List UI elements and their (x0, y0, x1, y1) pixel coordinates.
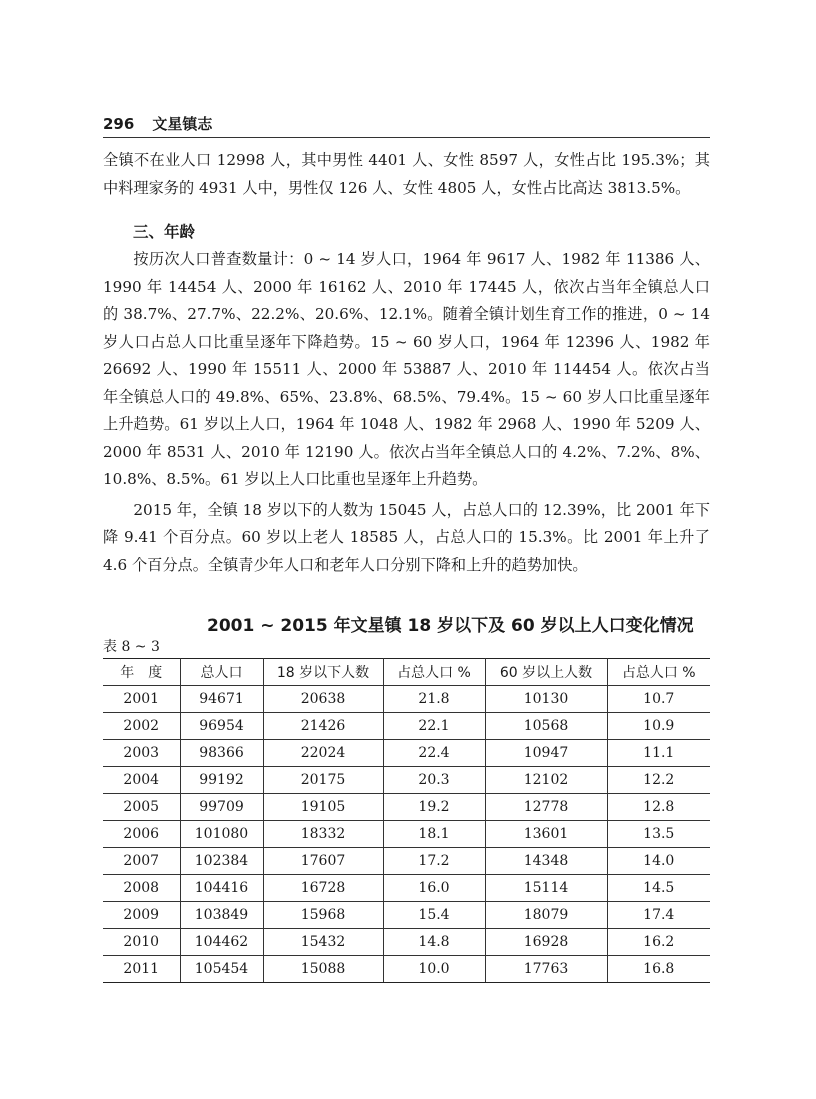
total-cell: 96954 (180, 713, 263, 740)
running-header (103, 113, 710, 138)
under18-pct-cell: 15.4 (383, 902, 485, 929)
year-cell: 2004 (103, 767, 180, 794)
col-header-over60: 60 岁以上人数 (485, 659, 607, 686)
under18-cell: 18332 (263, 821, 383, 848)
year-cell: 2002 (103, 713, 180, 740)
table-row (103, 929, 710, 956)
under18-cell: 15432 (263, 929, 383, 956)
book-title: 文星镇志 (152, 115, 213, 133)
table-row (103, 767, 710, 794)
total-cell: 102384 (180, 848, 263, 875)
total-cell: 99192 (180, 767, 263, 794)
under18-pct-cell: 16.0 (383, 875, 485, 902)
under18-cell: 19105 (263, 794, 383, 821)
page-number: 296 (103, 115, 135, 133)
under18-cell: 17607 (263, 848, 383, 875)
over60-cell: 10947 (485, 740, 607, 767)
total-cell: 103849 (180, 902, 263, 929)
over60-pct-cell: 17.4 (607, 902, 710, 929)
over60-pct-cell: 16.8 (607, 956, 710, 983)
under18-pct-cell: 18.1 (383, 821, 485, 848)
col-header-under18: 18 岁以下人数 (263, 659, 383, 686)
year-cell: 2009 (103, 902, 180, 929)
population-table (103, 658, 710, 983)
over60-cell: 10130 (485, 686, 607, 713)
under18-cell: 21426 (263, 713, 383, 740)
under18-cell: 15088 (263, 956, 383, 983)
total-cell: 101080 (180, 821, 263, 848)
paragraph-unemployed: 全镇不在业人口 12998 人，其中男性 4401 人、女性 8597 人，女性占比 195.3%；其中料理家务的 4931 人中，男性仅 126 人、女性 4805 人，女性占比高达 3813.5%。 (103, 151, 710, 197)
total-cell: 105454 (180, 956, 263, 983)
table-row (103, 875, 710, 902)
col-header-over60-pct: 占总人口 % (607, 659, 710, 686)
paragraph-2015-age: 2015 年，全镇 18 岁以下的人数为 15045 人，占总人口的 12.39%，比 2001 年下降 9.41 个百分点。60 岁以上老人 18585 人，占总人口的 15.3%。比 2001 年上升了 4.6 个百分点。全镇青少年人口和老年人口分别下降和上升的趋势加快。 (103, 500, 710, 574)
total-cell: 104416 (180, 875, 263, 902)
over60-cell: 18079 (485, 902, 607, 929)
under18-cell: 22024 (263, 740, 383, 767)
over60-pct-cell: 12.8 (607, 794, 710, 821)
over60-cell: 10568 (485, 713, 607, 740)
year-cell: 2003 (103, 740, 180, 767)
over60-cell: 13601 (485, 821, 607, 848)
table-row (103, 794, 710, 821)
over60-pct-cell: 10.7 (607, 686, 710, 713)
over60-pct-cell: 14.0 (607, 848, 710, 875)
under18-pct-cell: 22.4 (383, 740, 485, 767)
over60-cell: 16928 (485, 929, 607, 956)
under18-pct-cell: 14.8 (383, 929, 485, 956)
over60-pct-cell: 13.5 (607, 821, 710, 848)
under18-cell: 20175 (263, 767, 383, 794)
table-row (103, 713, 710, 740)
col-header-year: 年 度 (103, 659, 180, 686)
under18-cell: 16728 (263, 875, 383, 902)
table-row (103, 740, 710, 767)
over60-cell: 14348 (485, 848, 607, 875)
under18-pct-cell: 19.2 (383, 794, 485, 821)
total-cell: 104462 (180, 929, 263, 956)
over60-pct-cell: 10.9 (607, 713, 710, 740)
under18-cell: 15968 (263, 902, 383, 929)
body-text (103, 147, 710, 579)
over60-cell: 12102 (485, 767, 607, 794)
table-number: 表 8 ~ 3 (103, 639, 160, 655)
year-cell: 2005 (103, 794, 180, 821)
under18-cell: 20638 (263, 686, 383, 713)
over60-pct-cell: 12.2 (607, 767, 710, 794)
total-cell: 98366 (180, 740, 263, 767)
table-row (103, 686, 710, 713)
year-cell: 2006 (103, 821, 180, 848)
table-row (103, 821, 710, 848)
year-cell: 2011 (103, 956, 180, 983)
under18-pct-cell: 22.1 (383, 713, 485, 740)
table-header-row (103, 659, 710, 686)
over60-cell: 17763 (485, 956, 607, 983)
col-header-under18-pct: 占总人口 % (383, 659, 485, 686)
under18-pct-cell: 17.2 (383, 848, 485, 875)
year-cell: 2010 (103, 929, 180, 956)
over60-pct-cell: 11.1 (607, 740, 710, 767)
under18-pct-cell: 21.8 (383, 686, 485, 713)
year-cell: 2007 (103, 848, 180, 875)
under18-pct-cell: 10.0 (383, 956, 485, 983)
total-cell: 94671 (180, 686, 263, 713)
table-row (103, 902, 710, 929)
table-row (103, 848, 710, 875)
over60-pct-cell: 14.5 (607, 875, 710, 902)
year-cell: 2001 (103, 686, 180, 713)
table-title: 2001 ~ 2015 年文星镇 18 岁以下及 60 岁以上人口变化情况 (207, 616, 694, 636)
table-row (103, 956, 710, 983)
year-cell: 2008 (103, 875, 180, 902)
over60-pct-cell: 16.2 (607, 929, 710, 956)
over60-cell: 15114 (485, 875, 607, 902)
section-title-age: 三、年龄 (133, 223, 196, 241)
paragraph-census-age: 按历次人口普查数量计：0 ~ 14 岁人口，1964 年 9617 人、1982 年 11386 人、1990 年 14454 人、2000 年 16162 人、2010 年 17445 人，依次占当年全镇总人口的 38.7%、27.7%、22.2%、20.6%、12.1%。随着全镇计划生育工作的推进，0 ~ 14 岁人口占总人口比重呈逐年下降趋势。15 ~ 60 岁人口，1964 年 12396 人、1982 年 26692 人、1990 年 15511 人、2000 年 53887 人、2010 年 114454 人。依次占当年全镇总人口的 49.8%、65%、23.8%、68.5%、79.4%。15 ~ 60 岁人口比重呈逐年上升趋势。61 岁以上人口，1964 年 1048 人、1982 年 2968 人、1990 年 5209 人、2000 年 8531 人、2010 年 12190 人。依次占当年全镇总人口的 4.2%、7.2%、8%、10.8%、8.5%。61 岁以上人口比重也呈逐年上升趋势。 (103, 250, 710, 488)
over60-cell: 12778 (485, 794, 607, 821)
total-cell: 99709 (180, 794, 263, 821)
col-header-total: 总人口 (180, 659, 263, 686)
under18-pct-cell: 20.3 (383, 767, 485, 794)
